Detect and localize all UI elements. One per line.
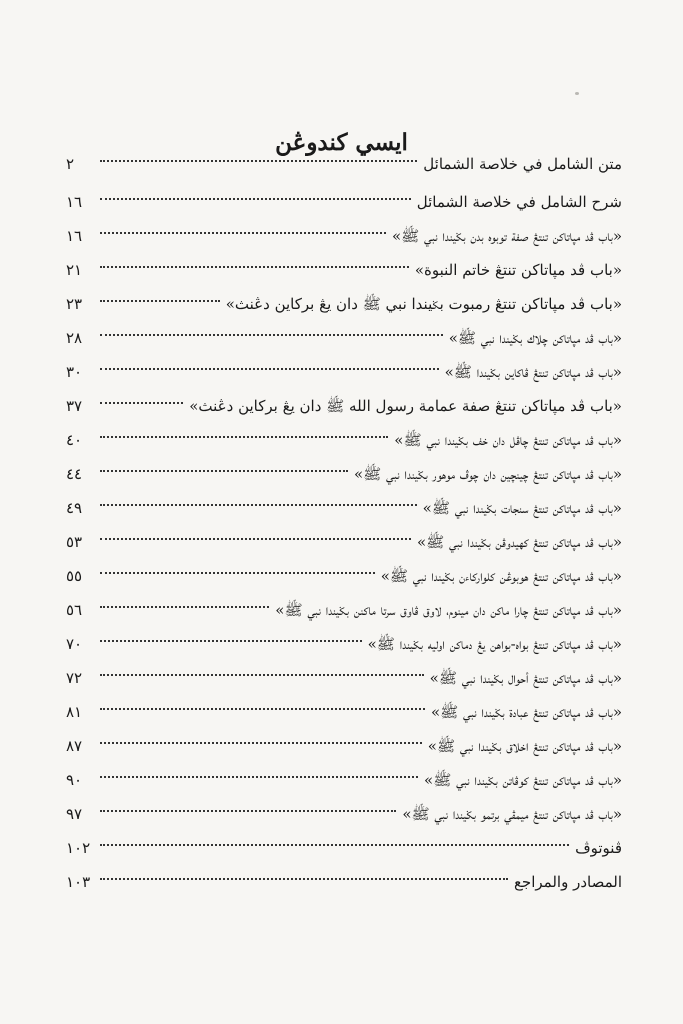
toc-entry-title: ڤنوتوڤ xyxy=(575,839,622,857)
toc-entry-title: «باب ڤد مپاتاكن چلاك بݢيندا نبي ﷺ» xyxy=(448,329,622,347)
toc-entry-page-number: ٨٧ xyxy=(66,737,83,755)
toc-entry-title: «باب ڤد مپاتاكن تنتڠ بواه-بواهن يڠ دماكن اوليه بݢيندا ﷺ» xyxy=(367,635,622,653)
toc-entry[interactable] xyxy=(66,321,622,355)
toc-entry-page-number: ٢١ xyxy=(66,261,83,279)
toc-entry-page-number: ٨١ xyxy=(66,703,83,721)
dot-leader xyxy=(100,640,362,642)
toc-entry[interactable] xyxy=(66,253,622,287)
toc-entry-page-number: ٤٠ xyxy=(66,431,83,449)
toc-entry[interactable] xyxy=(66,147,622,181)
toc-entry[interactable] xyxy=(66,219,622,253)
dot-leader xyxy=(100,742,422,744)
toc-entry-page-number: ٣٠ xyxy=(66,363,83,381)
toc-entry-title: «باب ڤد مپاتاكن تنتڠ چارا ماكن دان مينوم، لاوق ڤاوق سرتا ماكنن بݢيندا نبي ﷺ» xyxy=(275,601,622,619)
toc-entry-page-number: ٤٩ xyxy=(66,499,83,517)
toc-entry[interactable] xyxy=(66,185,622,219)
toc-entry-page-number: ٢٣ xyxy=(66,295,83,313)
toc-entry[interactable] xyxy=(66,695,622,729)
dot-leader xyxy=(100,300,220,302)
toc-entry-title: «باب ڤد مپاتاكن تنتڠ عبادة بݢيندا نبي ﷺ» xyxy=(430,703,622,721)
toc-entry-page-number: ٢٨ xyxy=(66,329,83,347)
page-title: ايسي كندوڠن xyxy=(275,129,408,157)
toc-entry[interactable] xyxy=(66,491,622,525)
dot-leader xyxy=(100,402,183,404)
toc-entry[interactable] xyxy=(66,729,622,763)
toc-entry-title: «باب ڤد مپاتاكن تنتڠ ميمڤي برتمو بݢيندا نبي ﷺ» xyxy=(402,805,622,823)
toc-entry-page-number: ٥٦ xyxy=(66,601,83,619)
dot-leader xyxy=(100,606,269,608)
toc-entry[interactable] xyxy=(66,457,622,491)
dot-leader xyxy=(100,334,443,336)
paper-speck xyxy=(575,92,579,95)
table-of-contents xyxy=(66,147,622,899)
toc-entry[interactable] xyxy=(66,831,622,865)
toc-entry-page-number: ١٠٣ xyxy=(66,873,91,891)
dot-leader xyxy=(100,470,348,472)
toc-entry[interactable] xyxy=(66,627,622,661)
dot-leader xyxy=(100,708,425,710)
dot-leader xyxy=(100,674,424,676)
toc-entry-page-number: ١٦ xyxy=(66,193,83,211)
toc-entry-title: متن الشامل في خلاصة الشمائل xyxy=(423,155,622,173)
toc-entry[interactable] xyxy=(66,763,622,797)
dot-leader xyxy=(100,368,439,370)
dot-leader xyxy=(100,232,386,234)
toc-entry-page-number: ١٦ xyxy=(66,227,83,245)
toc-entry[interactable] xyxy=(66,525,622,559)
toc-entry-title: «باب ڤد مپاتاكن تنتڠ أحوال بݢيندا نبي ﷺ» xyxy=(429,669,622,687)
dot-leader xyxy=(100,776,418,778)
toc-entry-page-number: ٩٠ xyxy=(66,771,83,789)
toc-entry-title: «باب ڤد مپاتاكن تنتڠ ڤاكاين بݢيندا ﷺ» xyxy=(444,363,622,381)
dot-leader xyxy=(100,160,417,162)
toc-entry[interactable] xyxy=(66,797,622,831)
toc-entry-page-number: ٥٣ xyxy=(66,533,83,551)
dot-leader xyxy=(100,844,569,846)
toc-entry-page-number: ٤٤ xyxy=(66,465,83,483)
toc-entry-title: «باب ڤد مپاتاكن تنتڠ رمبوت بݢيندا نبي ﷺ دان يڠ بركاين دڠنث» xyxy=(225,295,622,313)
dot-leader xyxy=(100,198,411,200)
toc-entry-page-number: ٧٢ xyxy=(66,669,83,687)
dot-leader xyxy=(100,504,417,506)
toc-entry-title: «باب ڤد مپاتاكن تنتڠ هوبوڠن كلواركاءن بݢيندا نبي ﷺ» xyxy=(380,567,622,585)
toc-entry-title: «باب ڤد مپاتاكن تنتڠ كهيدوڤن بݢيندا نبي ﷺ» xyxy=(416,533,622,551)
toc-entry[interactable] xyxy=(66,865,622,899)
toc-entry[interactable] xyxy=(66,559,622,593)
toc-entry-page-number: ٥٥ xyxy=(66,567,83,585)
toc-entry-title: «باب ڤد مپاتاكن تنتڠ سنجات بݢيندا نبي ﷺ» xyxy=(422,499,622,517)
toc-entry-title: «باب ڤد مپاتاكن تنتڠ صفة عمامة رسول الله ﷺ دان يڠ بركاين دڠنث» xyxy=(189,397,622,415)
dot-leader xyxy=(100,878,508,880)
toc-entry-page-number: ٧٠ xyxy=(66,635,83,653)
toc-entry[interactable] xyxy=(66,389,622,423)
dot-leader xyxy=(100,538,411,540)
toc-entry-title: المصادر والمراجع xyxy=(513,873,622,891)
toc-entry-title: «باب ڤد مپاتاكن تنتڠ چينچين دان چوڤ موهور بݢيندا نبي ﷺ» xyxy=(353,465,622,483)
toc-entry-title: شرح الشامل في خلاصة الشمائل xyxy=(416,193,622,211)
toc-entry-page-number: ٢ xyxy=(66,155,75,173)
toc-entry[interactable] xyxy=(66,423,622,457)
dot-leader xyxy=(100,810,396,812)
toc-entry-page-number: ٩٧ xyxy=(66,805,83,823)
dot-leader xyxy=(100,572,375,574)
dot-leader xyxy=(100,436,388,438)
toc-entry[interactable] xyxy=(66,593,622,627)
toc-entry-title: «باب ڤد مپاتاكن تنتڠ صفة توبوه بدن بݢيندا نبي ﷺ» xyxy=(391,227,622,245)
toc-entry-page-number: ٣٧ xyxy=(66,397,83,415)
dot-leader xyxy=(100,266,409,268)
toc-entry-title: «باب ڤد مپاتاكن تنتڠ خاتم النبوة» xyxy=(414,261,622,279)
toc-entry[interactable] xyxy=(66,661,622,695)
toc-entry-title: «باب ڤد مپاتاكن تنتڠ كوڤاتن بݢيندا نبي ﷺ» xyxy=(424,771,622,789)
toc-entry[interactable] xyxy=(66,287,622,321)
toc-entry-title: «باب ڤد مپاتاكن تنتڠ اخلاق بݢيندا نبي ﷺ» xyxy=(427,737,622,755)
toc-entry-title: «باب ڤد مپاتاكن تنتڠ چاڤل دان خف بݢيندا نبي ﷺ» xyxy=(394,431,622,449)
toc-entry-page-number: ١٠٢ xyxy=(66,839,91,857)
toc-entry[interactable] xyxy=(66,355,622,389)
